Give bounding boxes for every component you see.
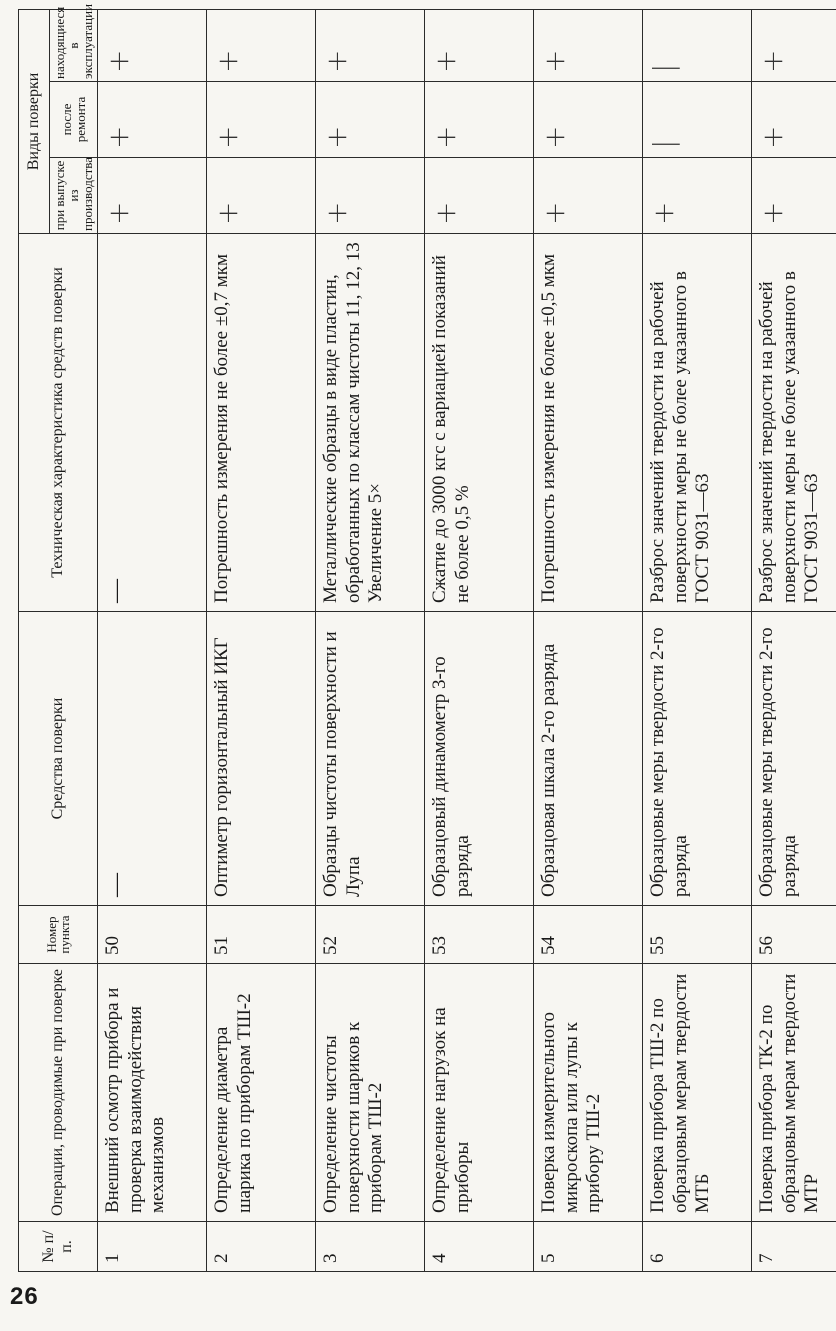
row-operation: Определение нагрузок на приборы: [425, 964, 534, 1222]
header-kind-repair: после ремонта: [50, 82, 98, 158]
row-operation: Поверка измерительного микроскопа или лупы к прибору ТШ-2: [534, 964, 643, 1222]
row-num: 1: [98, 1222, 207, 1272]
row-means: Образцовые меры твердости 2-го разряда: [752, 612, 836, 906]
row-operation: Внешний осмотр прибора и проверка взаимодействия механизмов: [98, 964, 207, 1222]
row-op-number: 51: [207, 906, 316, 964]
row-mark-operation: +: [425, 9, 534, 81]
row-num: 2: [207, 1222, 316, 1272]
row-mark-repair: +: [534, 82, 643, 158]
row-mark-repair: +: [316, 82, 425, 158]
row-mark-operation: +: [98, 9, 207, 81]
row-op-number: 54: [534, 906, 643, 964]
row-mark-repair: +: [425, 82, 534, 158]
row-means: —: [98, 612, 207, 906]
row-means: Оптиметр горизонтальный ИКГ: [207, 612, 316, 906]
row-op-number: 56: [752, 906, 836, 964]
header-kind-production: при выпуске из производства: [50, 158, 98, 234]
row-means: Образцы чистоты поверхности и Лупа: [316, 612, 425, 906]
row-tech: Разброс значений твердости на рабочей поверхности меры не более указанного в ГОСТ 9031—63: [643, 234, 752, 612]
row-mark-operation: +: [207, 9, 316, 81]
row-operation: Поверка прибора ТШ-2 по образцовым мерам твердости МТБ: [643, 964, 752, 1222]
row-means: Образцовая шкала 2-го разряда: [534, 612, 643, 906]
row-tech: Металлические образцы в виде пластин, обработанных по классам чистоты 11, 12, 13 Увеличение 5×: [316, 234, 425, 612]
row-mark-production: +: [425, 158, 534, 234]
row-tech: Погрешность измерения не более ±0,7 мкм: [207, 234, 316, 612]
row-num: 6: [643, 1222, 752, 1272]
header-operations: Операции, проводимые при поверке: [19, 964, 98, 1222]
row-operation: Определение диаметра шарика по приборам ТШ-2: [207, 964, 316, 1222]
row-mark-production: +: [207, 158, 316, 234]
row-op-number: 55: [643, 906, 752, 964]
row-tech: Сжатие до 3000 кгс с вариацией показаний не более 0,5 %: [425, 234, 534, 612]
page-number: 26: [10, 1283, 39, 1310]
table-row: [752, 9, 836, 1271]
table-row: [425, 9, 534, 1271]
row-mark-repair: +: [752, 82, 836, 158]
row-mark-repair: |: [643, 82, 752, 158]
row-tech: —: [98, 234, 207, 612]
header-num: № п/п.: [19, 1222, 98, 1272]
row-mark-operation: |: [643, 9, 752, 81]
table-row: [98, 9, 207, 1271]
row-mark-production: +: [98, 158, 207, 234]
table-row: [207, 9, 316, 1271]
table-row: [643, 9, 752, 1271]
row-num: 4: [425, 1222, 534, 1272]
row-op-number: 50: [98, 906, 207, 964]
row-mark-operation: +: [752, 9, 836, 81]
row-mark-repair: +: [98, 82, 207, 158]
row-op-number: 53: [425, 906, 534, 964]
row-tech: Разброс значений твердости на рабочей поверхности меры не более указанного в ГОСТ 9031—63: [752, 234, 836, 612]
table-row: [534, 9, 643, 1271]
verification-table: [18, 3, 836, 1272]
row-operation: Определение чистоты поверхности шариков к приборам ТШ-2: [316, 964, 425, 1222]
table-row: [316, 9, 425, 1271]
header-op-number: Номер пункта: [19, 906, 98, 964]
row-num: 5: [534, 1222, 643, 1272]
rotated-table-wrapper: [18, 3, 828, 1272]
row-mark-operation: +: [316, 9, 425, 81]
row-means: Образцовый динамометр 3-го разряда: [425, 612, 534, 906]
header-tech: Техническая характеристика средств поверки: [19, 234, 98, 612]
row-num: 7: [752, 1222, 836, 1272]
header-kinds-group: Виды поверки: [19, 9, 50, 233]
row-mark-production: +: [534, 158, 643, 234]
header-means: Средства поверки: [19, 612, 98, 906]
header-kind-operation: находящиеся в эксплуатации: [50, 9, 98, 81]
row-means: Образцовые меры твердости 2-го разряда: [643, 612, 752, 906]
row-num: 3: [316, 1222, 425, 1272]
row-mark-production: +: [643, 158, 752, 234]
row-mark-operation: +: [534, 9, 643, 81]
row-mark-repair: +: [207, 82, 316, 158]
row-operation: Поверка прибора ТК-2 по образцовым мерам твердости МТР: [752, 964, 836, 1222]
row-mark-production: +: [316, 158, 425, 234]
row-op-number: 52: [316, 906, 425, 964]
row-mark-production: +: [752, 158, 836, 234]
row-tech: Погрешность измерения не более ±0,5 мкм: [534, 234, 643, 612]
